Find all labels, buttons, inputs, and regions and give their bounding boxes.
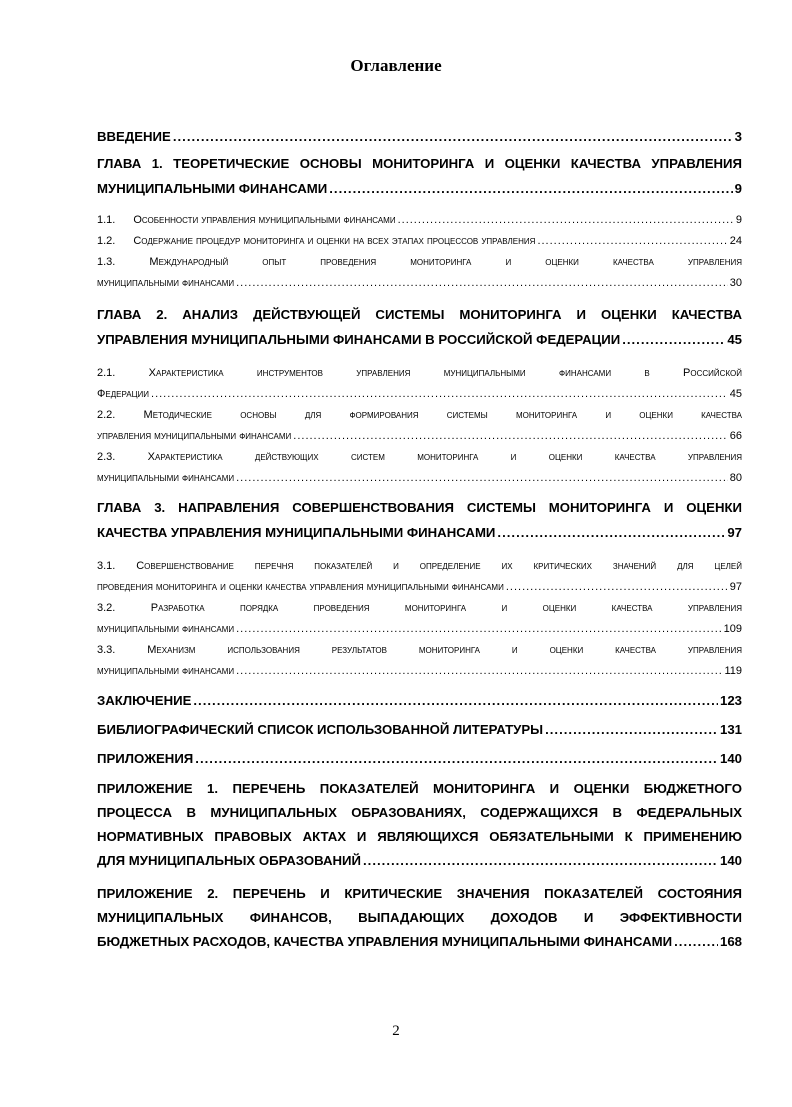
toc-entry-section-3-3[interactable]	[97, 640, 742, 682]
toc-entry-label-line: 2.1. Характеристика инструментов управления муниципальными финансами в Российской	[97, 367, 742, 379]
toc-entry-section-3-1[interactable]	[97, 556, 742, 598]
toc-entry-label-line: БЮДЖЕТНЫХ РАСХОДОВ, КАЧЕСТВА УПРАВЛЕНИЯ МУНИЦИПАЛЬНЫМИ ФИНАНСАМИ	[97, 934, 673, 949]
toc-page-number: 9	[735, 214, 742, 226]
toc-page-number: 9	[734, 181, 742, 196]
toc-entry-label-line: ГЛАВА 2. АНАЛИЗ ДЕЙСТВУЮЩЕЙ СИСТЕМЫ МОНИТОРИНГА И ОЦЕНКИ КАЧЕСТВА	[97, 307, 742, 322]
toc-entry-label: Особенности управления муниципальными финансами	[133, 214, 396, 226]
toc-entry-label: БИБЛИОГРАФИЧЕСКИЙ СПИСОК ИСПОЛЬЗОВАННОЙ ЛИТЕРАТУРЫ	[97, 722, 544, 737]
toc-entry-label: ЗАКЛЮЧЕНИЕ	[97, 693, 192, 708]
table-of-contents	[97, 124, 742, 954]
toc-entry-label-line: КАЧЕСТВА УПРАВЛЕНИЯ МУНИЦИПАЛЬНЫМИ ФИНАНСАМИ	[97, 525, 496, 540]
toc-entry-appendix-2[interactable]	[97, 882, 742, 954]
toc-entry-label-line: 3.3. Механизм использования результатов мониторинга и оценки качества управления	[97, 644, 742, 656]
toc-page-number: 140	[719, 751, 742, 766]
toc-entry-label-line: МУНИЦИПАЛЬНЫМИ ФИНАНСАМИ	[97, 181, 328, 196]
toc-page-number: 24	[729, 235, 742, 247]
toc-page-number: 80	[729, 472, 742, 484]
toc-page-number: 97	[729, 581, 742, 593]
toc-entry-label: ПРИЛОЖЕНИЯ	[97, 751, 194, 766]
toc-page-number: 109	[723, 623, 742, 635]
dot-leader	[506, 577, 728, 598]
dot-leader	[293, 426, 727, 447]
toc-entry-bibliography[interactable]	[97, 717, 742, 742]
toc-entry-label-line: ДЛЯ МУНИЦИПАЛЬНЫХ ОБРАЗОВАНИЙ	[97, 853, 361, 868]
toc-entry-appendices[interactable]	[97, 746, 742, 771]
dot-leader	[193, 688, 718, 713]
toc-entry-section-2-1[interactable]	[97, 363, 742, 405]
toc-entry-label-line: муниципальными финансами	[97, 665, 235, 677]
page-number: 2	[392, 1023, 400, 1039]
toc-entry-label-line: муниципальными финансами	[97, 277, 235, 289]
toc-entry-label-line: муниципальными финансами	[97, 623, 235, 635]
dot-leader	[195, 746, 718, 771]
toc-page-number: 119	[724, 665, 742, 677]
toc-entry-label-line: ПРИЛОЖЕНИЕ 2. ПЕРЕЧЕНЬ И КРИТИЧЕСКИЕ ЗНАЧЕНИЯ ПОКАЗАТЕЛЕЙ СОСТОЯНИЯ	[97, 886, 742, 901]
toc-page-number: 123	[719, 693, 742, 708]
toc-entry-label-line: ПРИЛОЖЕНИЕ 1. ПЕРЕЧЕНЬ ПОКАЗАТЕЛЕЙ МОНИТОРИНГА И ОЦЕНКИ БЮДЖЕТНОГО	[97, 781, 742, 796]
toc-entry-label-line: ГЛАВА 3. НАПРАВЛЕНИЯ СОВЕРШЕНСТВОВАНИЯ СИСТЕМЫ МОНИТОРИНГА И ОЦЕНКИ	[97, 500, 742, 515]
toc-page-number: 3	[734, 129, 742, 144]
dot-leader	[236, 619, 722, 640]
dot-leader	[236, 468, 728, 489]
toc-entry-label-line: управления муниципальными финансами	[97, 430, 292, 442]
toc-entry-section-1-1[interactable]	[97, 210, 742, 231]
dot-leader	[545, 717, 718, 742]
dot-leader	[151, 384, 728, 405]
toc-entry-label-line: 3.1. Совершенствование перечня показателей и определение их критических значений для целей	[97, 560, 742, 572]
toc-page-number: 168	[719, 934, 742, 949]
toc-entry-section-2-2[interactable]	[97, 405, 742, 447]
toc-entry-label-line: 2.2. Методические основы для формирования системы мониторинга и оценки качества	[97, 409, 742, 421]
toc-page-number: 140	[719, 853, 742, 868]
toc-entry-label-line: 1.3. Международный опыт проведения мониторинга и оценки качества управления	[97, 256, 742, 268]
dot-leader	[622, 327, 725, 352]
toc-entry-label-line: 3.2. Разработка порядка проведения мониторинга и оценки качества управления	[97, 602, 742, 614]
dot-leader	[497, 520, 725, 545]
toc-entry-label-line: 2.3. Характеристика действующих систем мониторинга и оценки качества управления	[97, 451, 742, 463]
toc-entry-intro[interactable]	[97, 124, 742, 150]
dot-leader	[329, 176, 732, 201]
toc-entry-label-line: ПРОЦЕССА В МУНИЦИПАЛЬНЫХ ОБРАЗОВАНИЯХ, СОДЕРЖАЩИХСЯ В ФЕДЕРАЛЬНЫХ	[97, 805, 742, 820]
toc-entry-label-line: ГЛАВА 1. ТЕОРЕТИЧЕСКИЕ ОСНОВЫ МОНИТОРИНГА И ОЦЕНКИ КАЧЕСТВА УПРАВЛЕНИЯ	[97, 156, 742, 171]
dot-leader	[173, 124, 733, 149]
dot-leader	[674, 930, 718, 954]
toc-entry-label-line: проведения мониторинга и оценки качества управления муниципальными финансами	[97, 581, 504, 593]
toc-entry-label-line: муниципальными финансами	[97, 472, 235, 484]
toc-entry-label-line: Федерации	[97, 388, 150, 400]
dot-leader	[398, 210, 734, 231]
toc-page-number: 66	[729, 430, 742, 442]
toc-entry-section-1-2[interactable]	[97, 231, 742, 252]
dot-leader	[236, 661, 722, 682]
toc-entry-chapter-3[interactable]	[97, 495, 742, 545]
toc-entry-label-line: МУНИЦИПАЛЬНЫХ ФИНАНСОВ, ВЫПАДАЮЩИХ ДОХОДОВ И ЭФФЕКТИВНОСТИ	[97, 910, 742, 925]
toc-page-number: 45	[727, 332, 742, 347]
toc-page-number: 131	[719, 722, 742, 737]
dot-leader	[537, 231, 727, 252]
toc-entry-label-line: НОРМАТИВНЫХ ПРАВОВЫХ АКТАХ И ЯВЛЯЮЩИХСЯ ОБЯЗАТЕЛЬНЫМИ К ПРИМЕНЕНИЮ	[97, 829, 742, 844]
toc-entry-chapter-2[interactable]	[97, 302, 742, 352]
toc-entry-section-1-3[interactable]	[97, 252, 742, 294]
toc-page-number: 45	[729, 388, 742, 400]
toc-entry-section-3-2[interactable]	[97, 598, 742, 640]
toc-entry-label: Содержание процедур мониторинга и оценки на всех этапах процессов управления	[133, 235, 536, 247]
dot-leader	[363, 849, 718, 873]
toc-entry-section-2-3[interactable]	[97, 447, 742, 489]
toc-page-number: 97	[727, 525, 742, 540]
toc-entry-conclusion[interactable]	[97, 688, 742, 713]
dot-leader	[236, 273, 728, 294]
section-number: 1.1.	[97, 214, 116, 226]
toc-entry-chapter-1[interactable]	[97, 151, 742, 201]
toc-entry-label: ВВЕДЕНИЕ	[97, 129, 171, 144]
page-title: Оглавление	[350, 56, 442, 75]
toc-entry-label-line: УПРАВЛЕНИЯ МУНИЦИПАЛЬНЫМИ ФИНАНСАМИ В РОССИЙСКОЙ ФЕДЕРАЦИИ	[97, 332, 621, 347]
toc-page-number: 30	[729, 277, 742, 289]
toc-entry-appendix-1[interactable]	[97, 777, 742, 873]
section-number: 1.2.	[97, 235, 116, 247]
